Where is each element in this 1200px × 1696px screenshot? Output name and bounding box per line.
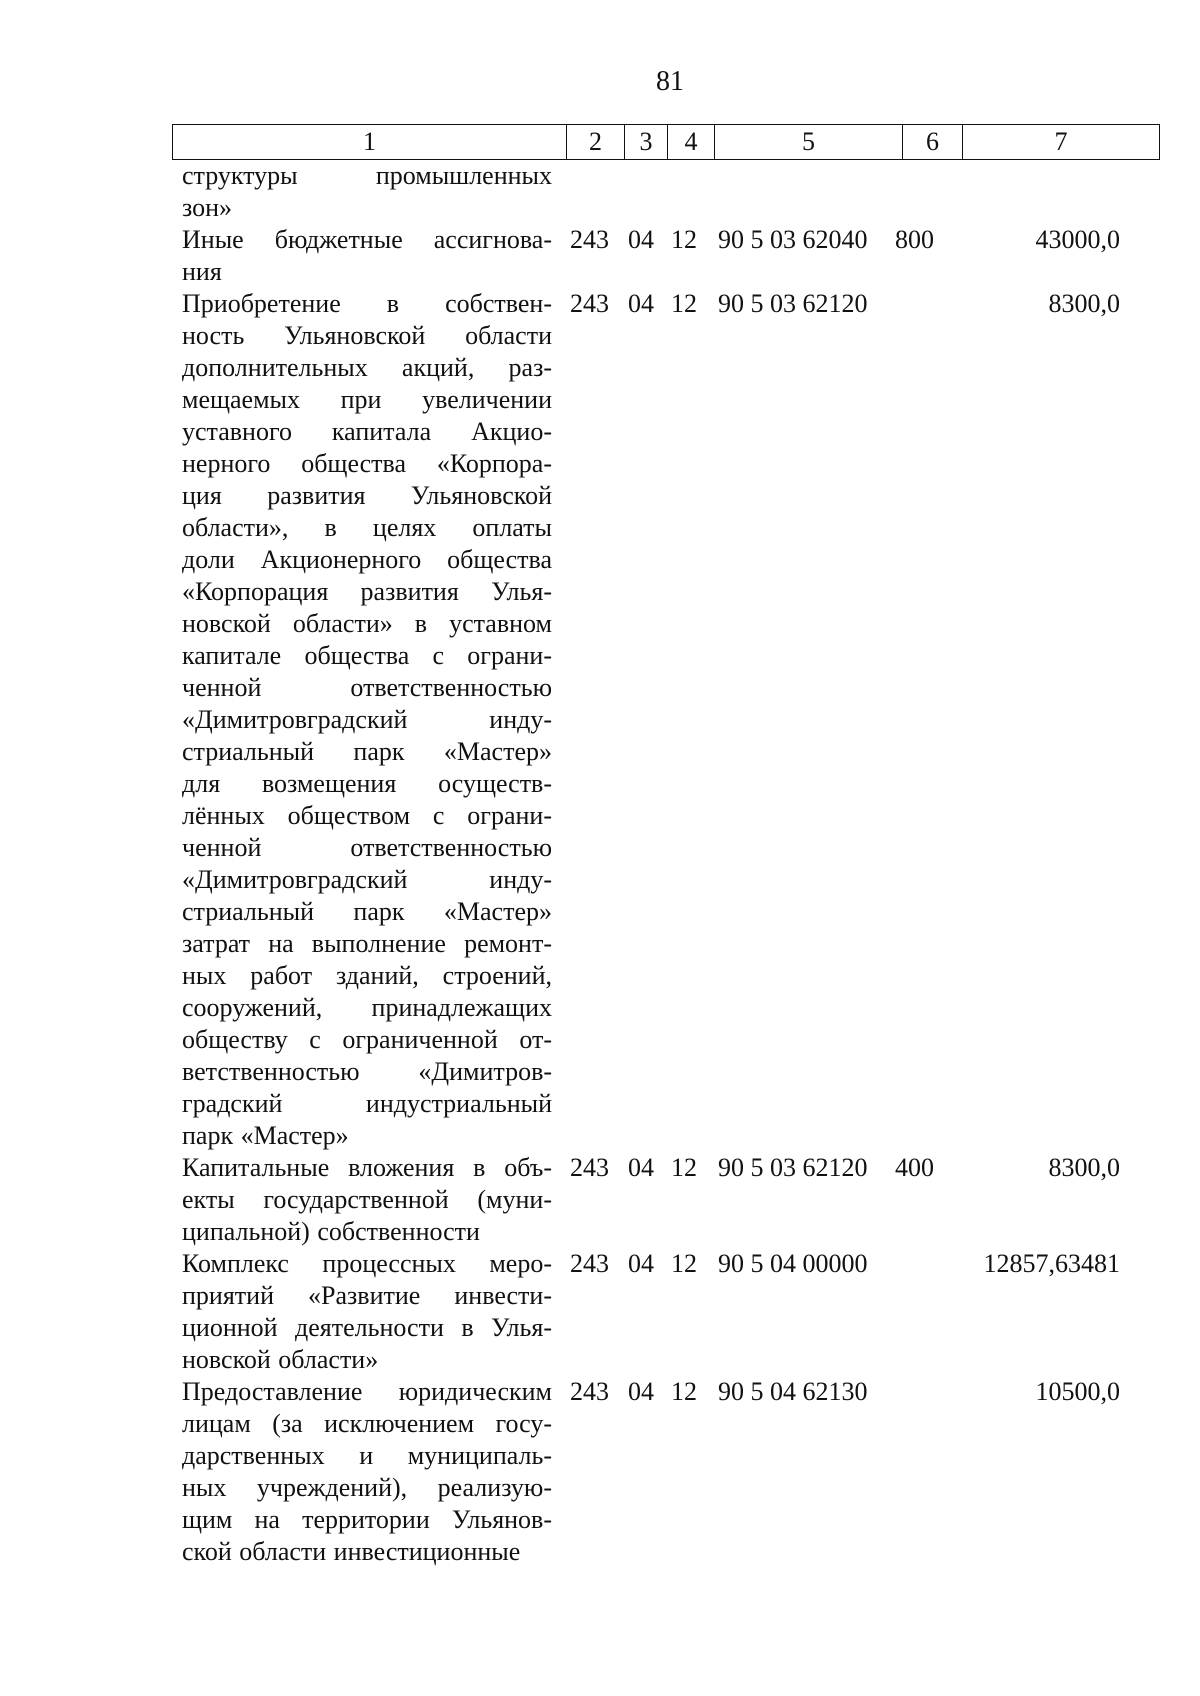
column-header-row bbox=[173, 125, 1160, 160]
description-line: ветственностью «Димитров- bbox=[182, 1057, 552, 1086]
description-line: ных учреждений), реализую- bbox=[182, 1473, 552, 1502]
cell-target-item: 90 5 03 62120 bbox=[718, 289, 868, 318]
description-line: «Корпорация развития Улья- bbox=[182, 577, 552, 606]
description-line: ской области инвестиционные bbox=[182, 1537, 521, 1566]
cell-amount: 43000,0 bbox=[1035, 225, 1120, 254]
description-line: ченной ответственностью bbox=[182, 833, 552, 862]
description-line: дополнительных акций, раз- bbox=[182, 353, 552, 382]
cell-amount: 10500,0 bbox=[1035, 1377, 1120, 1406]
description-line: дарственных и муниципаль- bbox=[182, 1441, 552, 1470]
cell-subsection: 12 bbox=[671, 1153, 697, 1182]
description-line: Капитальные вложения в объ- bbox=[182, 1153, 552, 1182]
description-line: ционной деятельности в Улья- bbox=[182, 1313, 552, 1342]
description-line: зон» bbox=[182, 193, 233, 222]
row-description bbox=[182, 1376, 552, 1568]
table-body bbox=[0, 160, 1200, 1568]
description-line: Предоставление юридическим bbox=[182, 1377, 552, 1406]
cell-subsection: 12 bbox=[671, 289, 697, 318]
description-line: щим на территории Ульянов- bbox=[182, 1505, 552, 1534]
cell-budget-code: 243 bbox=[570, 225, 609, 254]
description-line: ченной ответственностью bbox=[182, 673, 552, 702]
cell-budget-code: 243 bbox=[570, 289, 609, 318]
description-line: Комплекс процессных меро- bbox=[182, 1249, 552, 1278]
description-line: стриальный парк «Мастер» bbox=[182, 897, 552, 926]
row-description bbox=[182, 1248, 552, 1376]
description-line: новской области» bbox=[182, 1345, 379, 1374]
column-header-2: 2 bbox=[567, 125, 625, 160]
table-row bbox=[0, 1152, 1200, 1248]
cell-target-item: 90 5 03 62040 bbox=[718, 225, 868, 254]
cell-target-item: 90 5 03 62120 bbox=[718, 1153, 868, 1182]
cell-amount: 8300,0 bbox=[1048, 289, 1120, 318]
cell-amount: 8300,0 bbox=[1048, 1153, 1120, 1182]
cell-subsection: 12 bbox=[671, 1377, 697, 1406]
column-header-7: 7 bbox=[963, 125, 1160, 160]
cell-target-item: 90 5 04 62130 bbox=[718, 1377, 868, 1406]
description-line: Иные бюджетные ассигнова- bbox=[182, 225, 552, 254]
description-line: структуры промышленных bbox=[182, 161, 552, 190]
cell-amount: 12857,63481 bbox=[983, 1249, 1120, 1278]
column-header-3: 3 bbox=[625, 125, 668, 160]
description-line: капитале общества с ограни- bbox=[182, 641, 552, 670]
table-row bbox=[0, 288, 1200, 1152]
description-line: парк «Мастер» bbox=[182, 1121, 349, 1150]
row-description bbox=[182, 224, 552, 288]
description-line: области», в целях оплаты bbox=[182, 513, 552, 542]
description-line: градский индустриальный bbox=[182, 1089, 552, 1118]
description-line: ципальной) собственности bbox=[182, 1217, 480, 1246]
cell-budget-code: 243 bbox=[570, 1377, 609, 1406]
description-line: лённых обществом с ограни- bbox=[182, 801, 552, 830]
cell-subsection: 12 bbox=[671, 225, 697, 254]
cell-target-item: 90 5 04 00000 bbox=[718, 1249, 868, 1278]
cell-section: 04 bbox=[628, 289, 654, 318]
table-row bbox=[0, 1376, 1200, 1568]
description-line: «Димитровградский инду- bbox=[182, 705, 552, 734]
description-line: Приобретение в собствен- bbox=[182, 289, 552, 318]
description-line: затрат на выполнение ремонт- bbox=[182, 929, 552, 958]
description-line: стриальный парк «Мастер» bbox=[182, 737, 552, 766]
description-line: ния bbox=[182, 257, 222, 286]
description-line: приятий «Развитие инвести- bbox=[182, 1281, 552, 1310]
column-header-table bbox=[172, 124, 1160, 160]
page-number: 81 bbox=[656, 66, 684, 97]
description-line: «Димитровградский инду- bbox=[182, 865, 552, 894]
table-row bbox=[0, 224, 1200, 288]
row-description bbox=[182, 160, 552, 224]
table-row bbox=[0, 1248, 1200, 1376]
description-line: нерного общества «Корпора- bbox=[182, 449, 552, 478]
column-header-6: 6 bbox=[903, 125, 963, 160]
description-line: лицам (за исключением госу- bbox=[182, 1409, 552, 1438]
row-description bbox=[182, 288, 552, 1152]
cell-section: 04 bbox=[628, 1249, 654, 1278]
description-line: доли Акционерного общества bbox=[182, 545, 552, 574]
description-line: сооружений, принадлежащих bbox=[182, 993, 552, 1022]
description-line: уставного капитала Акцио- bbox=[182, 417, 552, 446]
description-line: новской области» в уставном bbox=[182, 609, 552, 638]
cell-section: 04 bbox=[628, 1153, 654, 1182]
cell-expense-type: 800 bbox=[895, 225, 934, 254]
description-line: обществу с ограниченной от- bbox=[182, 1025, 552, 1054]
column-header-4: 4 bbox=[668, 125, 715, 160]
cell-budget-code: 243 bbox=[570, 1153, 609, 1182]
cell-section: 04 bbox=[628, 225, 654, 254]
description-line: ция развития Ульяновской bbox=[182, 481, 552, 510]
column-header-5: 5 bbox=[715, 125, 903, 160]
row-description bbox=[182, 1152, 552, 1248]
table-row bbox=[0, 160, 1200, 224]
description-line: мещаемых при увеличении bbox=[182, 385, 552, 414]
column-header-1: 1 bbox=[173, 125, 567, 160]
cell-section: 04 bbox=[628, 1377, 654, 1406]
cell-subsection: 12 bbox=[671, 1249, 697, 1278]
description-line: ных работ зданий, строений, bbox=[182, 961, 552, 990]
description-line: для возмещения осуществ- bbox=[182, 769, 552, 798]
cell-expense-type: 400 bbox=[895, 1153, 934, 1182]
description-line: екты государственной (муни- bbox=[182, 1185, 552, 1214]
description-line: ность Ульяновской области bbox=[182, 321, 552, 350]
cell-budget-code: 243 bbox=[570, 1249, 609, 1278]
